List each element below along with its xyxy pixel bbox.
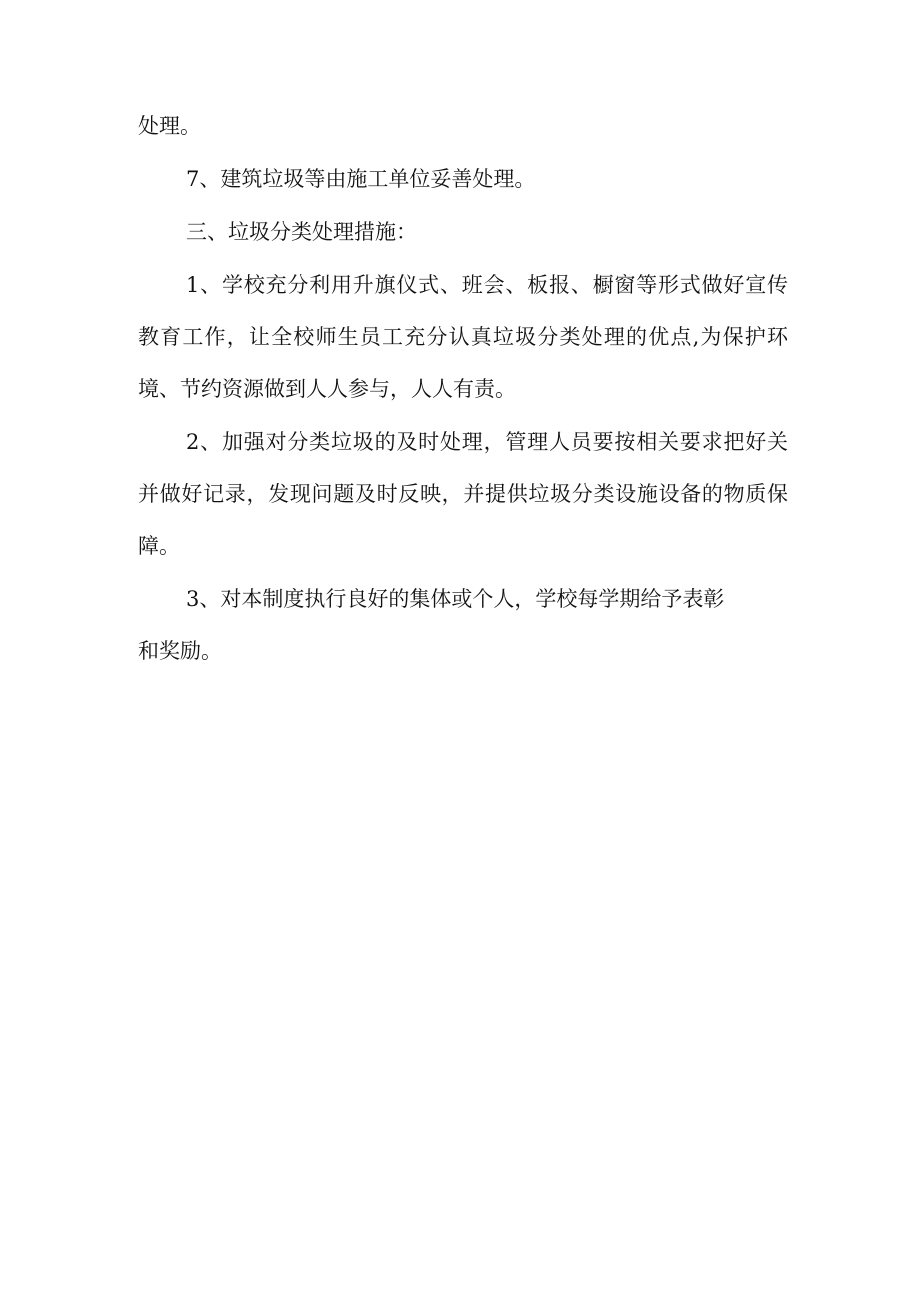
item-2-line-2: 并做好记录，发现问题及时反映，并提供垃圾分类设施设备的物质保 (138, 482, 788, 506)
item-1-line-2: 教育工作，让全校师生员工充分认真垃圾分类处理的优点,为保护环 (138, 325, 788, 349)
item-7: 7、建筑垃圾等由施工单位妥善处理。 (186, 167, 536, 191)
item-2-line-3: 障。 (138, 534, 180, 558)
item-3-line-1: 3、对本制度执行良好的集体或个人，学校每学期给予表彰 (186, 587, 725, 611)
paragraph-6-tail: 处理。 (138, 114, 201, 138)
item-3-line-2: 和奖励。 (138, 639, 222, 663)
item-1-line-1: 1、学校充分利用升旗仪式、班会、板报、橱窗等形式做好宣传 (186, 273, 788, 297)
item-2-line-1: 2、加强对分类垃圾的及时处理，管理人员要按相关要求把好关 (186, 430, 788, 454)
document-body (138, 112, 788, 665)
section-3-heading: 三、垃圾分类处理措施： (186, 220, 417, 244)
item-1-line-3: 境、节约资源做到人人参与，人人有责。 (138, 377, 516, 401)
